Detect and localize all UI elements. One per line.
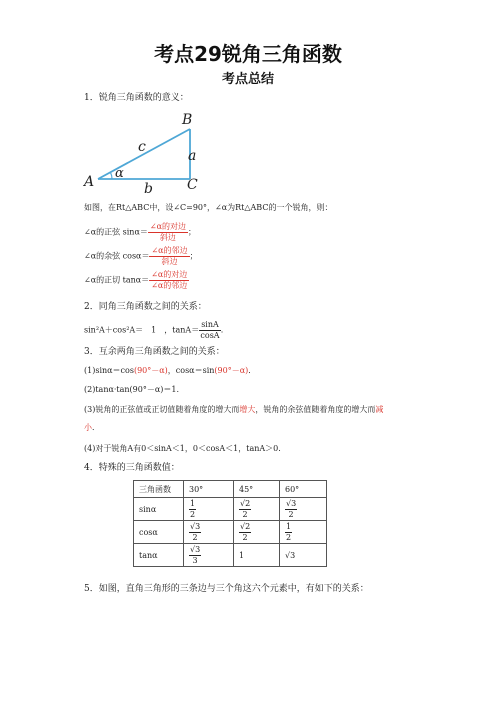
- angle-alpha-arc: [111, 173, 113, 180]
- complement-item-3-cont: 小．: [84, 423, 100, 432]
- table-header-cell: 三角函数: [134, 481, 184, 498]
- tan-ratio-numerator: sinA: [201, 320, 219, 329]
- table-cell: $\frac{√3}{2}$: [184, 521, 234, 544]
- identity-end: .: [220, 325, 224, 335]
- table-row: [134, 544, 327, 567]
- complement-item-1: (1)sinα＝cos(90°－α)，cosα＝sin(90°－α)．: [84, 366, 257, 375]
- table-cell: $\frac{√2}{2}$: [234, 521, 280, 544]
- sin-fraction: [148, 222, 188, 243]
- table-cell: $\frac{1}{2}$: [184, 498, 234, 521]
- table-cell: $\frac{√3}{3}$: [184, 544, 234, 567]
- vertex-label-b: B: [182, 112, 193, 128]
- tan-ratio-fraction: [199, 320, 221, 341]
- right-triangle-diagram: [82, 108, 214, 198]
- table-cell: tanα: [134, 544, 184, 567]
- section-4-heading: 4．特殊的三角函数值：: [84, 463, 180, 473]
- cos-end: ；: [189, 251, 198, 261]
- cos-label: ∠α的余弦 cosα＝: [84, 251, 150, 261]
- complement-item-4: (4)对于锐角A有0＜sinA＜1，0＜cosA＜1，tanA＞0.: [84, 444, 281, 453]
- side-label-c: c: [138, 139, 146, 155]
- cos-definition: [84, 246, 198, 267]
- table-header-cell: 60°: [280, 481, 327, 498]
- table-cell: cosα: [134, 521, 184, 544]
- tan-definition: [84, 270, 189, 291]
- sin-denominator: 斜边: [159, 233, 176, 242]
- identity-formula: [84, 320, 223, 341]
- sin-end: ；: [187, 227, 196, 237]
- identity-text: sin²A＋cos²A＝ 1 ，tanA＝: [84, 325, 200, 335]
- table-header-cell: 45°: [234, 481, 280, 498]
- table-cell: $\frac{1}{2}$: [280, 521, 327, 544]
- cos-numerator: ∠α的邻边: [151, 246, 188, 255]
- angle-label-alpha: α: [115, 166, 124, 181]
- page-title: 考点29锐角三角函数: [154, 42, 342, 66]
- table-cell: 1: [234, 544, 280, 567]
- sin-label: ∠α的正弦 sinα＝: [84, 227, 148, 237]
- side-label-b: b: [144, 181, 153, 197]
- table-row: [134, 521, 327, 544]
- table-cell: √3: [280, 544, 327, 567]
- table-cell: sinα: [134, 498, 184, 521]
- table-row: [134, 498, 327, 521]
- tan-numerator: ∠α的对边: [151, 270, 188, 279]
- section-1-heading: 1．锐角三角函数的意义：: [84, 93, 189, 103]
- complement-item-2: (2)tanα·tan(90°－α)＝1.: [84, 385, 180, 394]
- complement-item-3: (3)锐角的正弦值或正切值随着角度的增大而增大，锐角的余弦值随着角度的增大而减: [84, 405, 384, 414]
- section-3-heading: 3．互余两角三角函数之间的关系：: [84, 347, 225, 357]
- table-cell: $\frac{√3}{2}$: [280, 498, 327, 521]
- section-5-heading: 5．如图，直角三角形的三条边与三个角这六个元素中，有如下的关系：: [84, 584, 369, 594]
- cos-denominator: 斜边: [161, 257, 178, 266]
- sin-definition: [84, 222, 196, 243]
- table-cell: $\frac{√2}{2}$: [234, 498, 280, 521]
- tan-fraction: [149, 270, 189, 291]
- section-2-heading: 2．同角三角函数之间的关系：: [84, 302, 207, 312]
- table-header-row: [134, 481, 327, 498]
- cos-fraction: [149, 246, 189, 267]
- vertex-label-c: C: [187, 177, 198, 193]
- sin-numerator: ∠α的对边: [149, 222, 186, 231]
- special-values-table: [133, 480, 327, 567]
- vertex-label-a: A: [84, 174, 95, 190]
- tan-denominator: ∠α的邻边: [151, 281, 188, 290]
- side-label-a: a: [188, 148, 197, 164]
- table-header-cell: 30°: [184, 481, 234, 498]
- page-subtitle: 考点总结: [221, 72, 274, 87]
- section-1-intro: 如图，在Rt△ABC中，设∠C=90°，∠α为Rt△ABC的一个锐角，则：: [84, 203, 333, 212]
- tan-ratio-denominator: cosA: [200, 331, 220, 340]
- tan-label: ∠α的正切 tanα＝: [84, 275, 150, 285]
